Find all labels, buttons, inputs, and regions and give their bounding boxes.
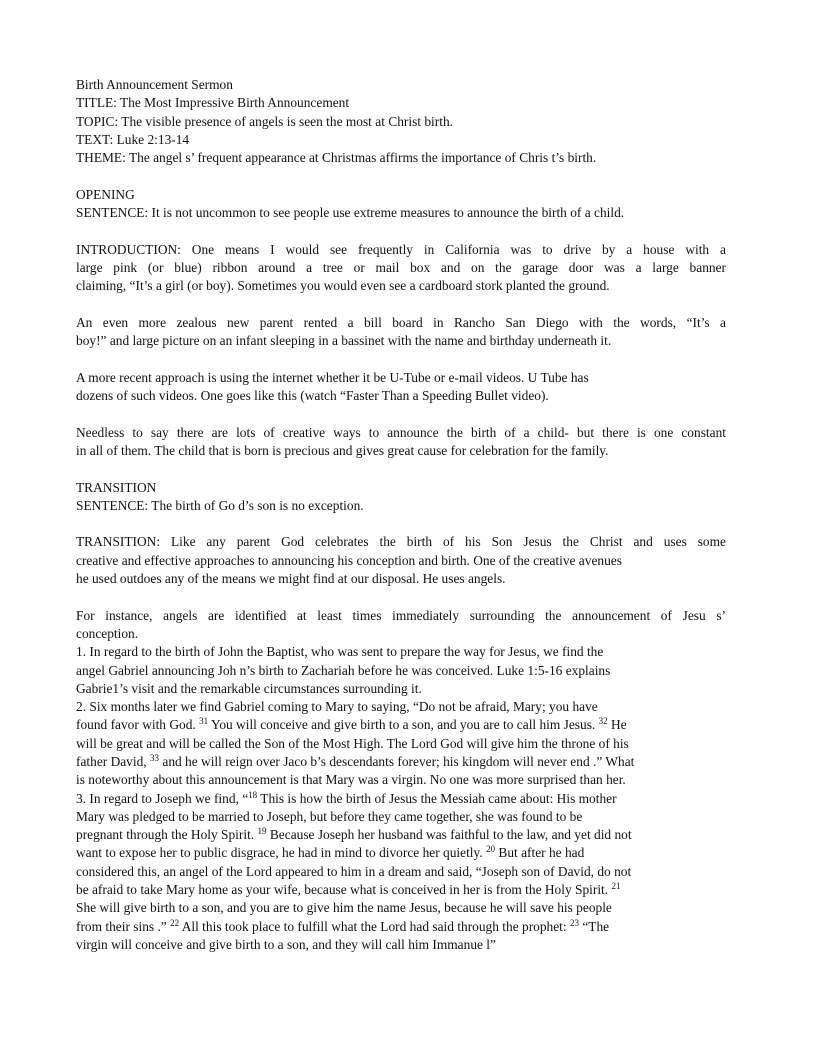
paragraph-line: conception. <box>76 625 139 641</box>
paragraph-line: considered this, an angel of the Lord appeared to him in a dream and said, “Joseph son of David, do not <box>76 863 632 879</box>
paragraph-line: he used outdoes any of the means we might find at our disposal. He uses angels. <box>76 571 506 587</box>
paragraph-line <box>76 881 726 899</box>
text-run: All this took place to fulfill what the Lord had said through the prophet: <box>181 918 567 934</box>
paragraph-line: creative and effective approaches to announcing his conception and birth. One of the creative avenues <box>76 552 622 568</box>
text-line: TEXT: Luke 2:13-14 <box>76 131 190 147</box>
theme-line: THEME: The angel s’ frequent appearance at Christmas affirms the importance of Chris t’s birth. <box>76 150 597 166</box>
paragraph-line: Mary was pledged to be married to Joseph, but before they came together, she was found to be <box>76 808 583 824</box>
text-run: from their sins .” <box>76 918 167 934</box>
transition-sentence: SENTENCE: The birth of Go d’s son is no exception. <box>76 497 364 513</box>
billboard-paragraph <box>76 314 726 351</box>
document-title: Birth Announcement Sermon <box>76 77 233 92</box>
text-run: father David, <box>76 753 147 769</box>
paragraph-line <box>76 844 726 862</box>
paragraph-line: Needless to say there are lots of creative ways to announce the birth of a child- but there is one constant <box>76 424 726 440</box>
paragraph-line: dozens of such videos. One goes like this (watch “Faster Than a Speeding Bullet video). <box>76 388 549 404</box>
verse-number: 21 <box>611 881 621 892</box>
paragraph-line: She will give birth to a son, and you are to give him the name Jesus, because he will save his people <box>76 900 612 916</box>
verse-number: 32 <box>598 716 608 727</box>
point-2-paragraph <box>76 698 726 789</box>
verse-number: 31 <box>199 716 209 727</box>
text-run: pregnant through the Holy Spirit. <box>76 827 255 843</box>
paragraph-line: INTRODUCTION: One means I would see frequently in California was to drive by a house with a <box>76 241 726 257</box>
opening-sentence: SENTENCE: It is not uncommon to see people use extreme measures to announce the birth of a child. <box>76 205 625 221</box>
paragraph-line: will be great and will be called the Son of the Most High. The Lord God will give him the throne of his <box>76 735 629 751</box>
paragraph-line: is noteworthy about this announcement is that Mary was a virgin. No one was more surprised than her. <box>76 772 626 788</box>
paragraph-line: boy!” and large picture on an infant sleeping in a bassinet with the name and birthday underneath it. <box>76 333 612 349</box>
paragraph-line: TRANSITION: Like any parent God celebrates the birth of his Son Jesus the Christ and uses some <box>76 534 726 550</box>
title-line: TITLE: The Most Impressive Birth Announcement <box>76 95 350 111</box>
verse-number: 20 <box>486 844 496 855</box>
paragraph-line: A more recent approach is using the internet whether it be U-Tube or e-mail videos. U Tube has <box>76 369 589 385</box>
verse-number: 18 <box>248 789 258 800</box>
paragraph-line <box>76 918 726 936</box>
paragraph-line <box>76 716 726 734</box>
opening-heading: OPENING <box>76 186 135 202</box>
paragraph-line: 2. Six months later we find Gabriel coming to Mary to saying, “Do not be afraid, Mary; you have <box>76 699 598 715</box>
paragraph-line: in all of them. The child that is born is precious and gives great cause for celebration for the family. <box>76 442 609 458</box>
text-run: Because Joseph her husband was faithful to the law, and yet did not <box>269 827 632 843</box>
paragraph-line: Gabrie1’s visit and the remarkable circumstances surrounding it. <box>76 680 422 696</box>
text-run: want to expose her to public disgrace, he had in mind to divorce her quietly. <box>76 845 483 861</box>
point-1-paragraph <box>76 643 726 698</box>
text-run: But after he had <box>498 845 585 861</box>
paragraph-line <box>76 753 726 771</box>
verse-number: 22 <box>170 917 180 928</box>
paragraph-line: 1. In regard to the birth of John the Baptist, who was sent to prepare the way for Jesus, we find the <box>76 644 604 660</box>
verse-number: 19 <box>257 826 267 837</box>
paragraph-line: large pink (or blue) ribbon around a tree or mail box and on the garage door was a large banner <box>76 259 726 275</box>
verse-number: 33 <box>150 752 160 763</box>
paragraph-line: An even more zealous new parent rented a bill board in Rancho San Diego with the words, “It’s a <box>76 314 726 330</box>
paragraph-line: For instance, angels are identified at least times immediately surrounding the announcement of Jesu s’ <box>76 607 726 623</box>
paragraph-line: angel Gabriel announcing Joh n’s birth to Zachariah before he was conceived. Luke 1:5-16 explains <box>76 662 611 678</box>
paragraph-line: claiming, “It’s a girl (or boy). Sometimes you would even see a cardboard stork planted the ground. <box>76 278 610 294</box>
topic-line: TOPIC: The visible presence of angels is seen the most at Christ birth. <box>76 113 453 129</box>
document-page <box>76 76 726 954</box>
paragraph-line <box>76 790 726 808</box>
introduction-paragraph <box>76 241 726 296</box>
transition-paragraph <box>76 533 726 588</box>
text-run: be afraid to take Mary home as your wife, because what is conceived in her is from the Holy Spirit. <box>76 882 609 898</box>
paragraph-line <box>76 826 726 844</box>
verse-number: 23 <box>569 917 579 928</box>
point-3-paragraph <box>76 790 726 955</box>
transition-heading: TRANSITION <box>76 479 157 495</box>
text-run: You will conceive and give birth to a son, and you are to call him Jesus. <box>210 717 596 733</box>
needless-paragraph <box>76 424 726 461</box>
text-run: and he will reign over Jaco b’s descendants forever; his kingdom will never end .” What <box>162 753 635 769</box>
text-run: This is how the birth of Jesus the Messiah came about: His mother <box>260 790 617 806</box>
text-run: found favor with God. <box>76 717 196 733</box>
instance-paragraph <box>76 607 726 644</box>
paragraph-line: virgin will conceive and give birth to a son, and they will call him Immanue l” <box>76 936 496 952</box>
internet-paragraph <box>76 369 726 406</box>
text-run: “The <box>582 918 610 934</box>
text-run: 3. In regard to Joseph we find, “ <box>76 790 249 806</box>
text-run: He <box>611 717 627 733</box>
